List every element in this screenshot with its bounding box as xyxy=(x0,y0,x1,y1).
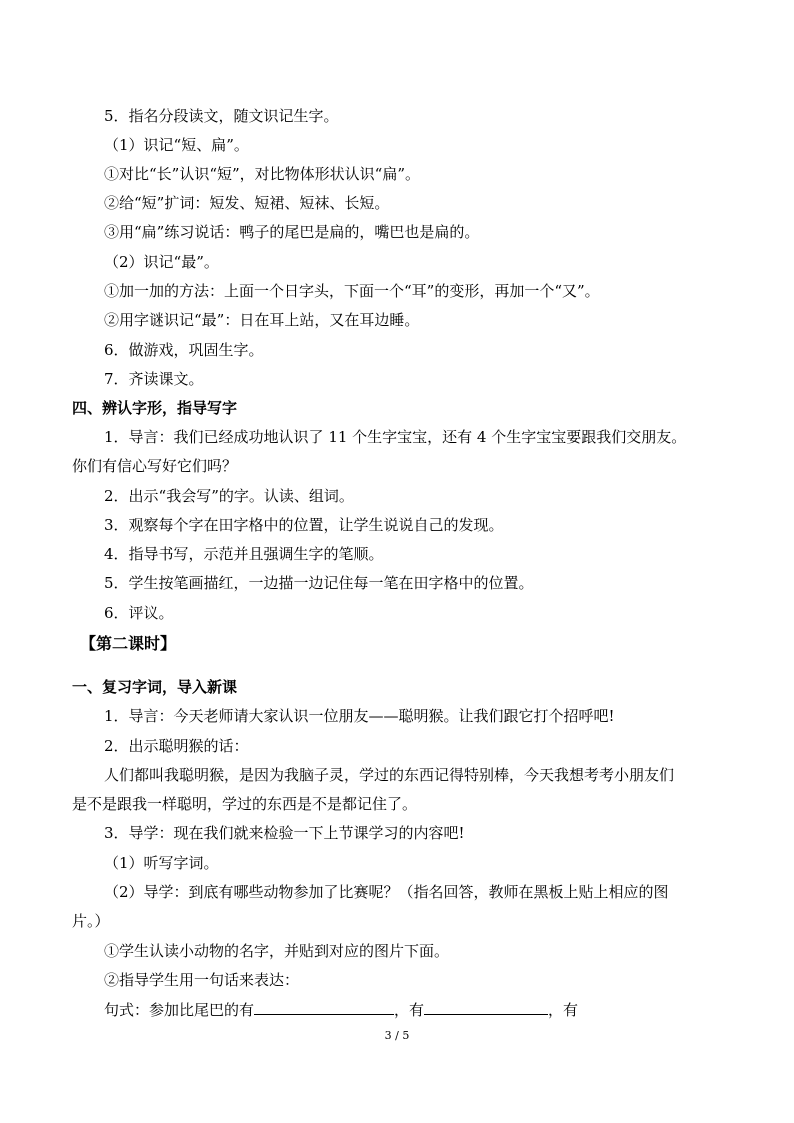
text-line: ②用字谜识记“最”：日在耳上站，又在耳边睡。 xyxy=(104,311,420,329)
fill-blank[interactable] xyxy=(424,999,548,1015)
text-line: 3．观察每个字在田字格中的位置，让学生说说自己的发现。 xyxy=(104,516,504,534)
fill-blank[interactable] xyxy=(254,999,394,1015)
text-line: 2．出示聪明猴的话： xyxy=(104,737,249,755)
pattern-prefix: 句式：参加比尾巴的有 xyxy=(104,1001,255,1019)
text-line: ②给“短”扩词：短发、短裙、短袜、长短。 xyxy=(104,194,390,212)
text-line: 5．指名分段读文，随文识记生字。 xyxy=(104,107,339,125)
lesson-title: 【第二课时】 xyxy=(80,634,177,653)
pattern-separator: ，有 xyxy=(548,1001,579,1019)
text-line: ②指导学生用一句话来表达： xyxy=(104,971,300,989)
page-number: 3 / 5 xyxy=(384,1029,410,1042)
text-line: ③用“扁”练习说话：鸭子的尾巴是扁的，嘴巴也是扁的。 xyxy=(104,223,480,241)
text-line: （2）导学：到底有哪些动物参加了比赛呢？（指名回答，教师在黑板上贴上相应的图 xyxy=(104,883,669,901)
text-line: ①加一加的方法：上面一个日字头，下面一个“耳”的变形，再加一个“又”。 xyxy=(104,282,600,300)
text-line: ①对比“长”认识“短”，对比物体形状认识“扁”。 xyxy=(104,165,421,183)
text-line: （1）识记“短、扁”。 xyxy=(104,136,249,154)
text-line: （1）听写字词。 xyxy=(104,854,219,872)
text-line: 人们都叫我聪明猴，是因为我脑子灵，学过的东西记得特别棒，今天我想考考小朋友们 xyxy=(104,766,675,784)
section-heading: 四、辨认字形，指导写字 xyxy=(72,399,238,417)
text-line: （2）识记“最”。 xyxy=(104,253,219,271)
text-line: ①学生认读小动物的名字，并贴到对应的图片下面。 xyxy=(104,942,450,960)
text-line: 2．出示“我会写”的字。认读、组词。 xyxy=(104,487,354,505)
text-line: 片。） xyxy=(72,912,110,930)
section-heading: 一、复习字词，导入新课 xyxy=(72,678,238,696)
text-line: 6．做游戏，巩固生字。 xyxy=(104,341,264,359)
text-line: 4．指导书写，示范并且强调生字的笔顺。 xyxy=(104,545,384,563)
text-line: 你们有信心写好它们吗？ xyxy=(72,457,238,475)
text-line: 5．学生按笔画描红，一边描一边记住每一笔在田字格中的位置。 xyxy=(104,574,534,592)
text-line: 3．导学：现在我们就来检验一下上节课学习的内容吧! xyxy=(104,824,465,842)
text-line: 是不是跟我一样聪明，学过的东西是不是都记住了。 xyxy=(72,795,418,813)
text-line: 1．导言：今天老师请大家认识一位朋友——聪明猴。让我们跟它打个招呼吧! xyxy=(104,707,615,725)
text-line: 7．齐读课文。 xyxy=(104,370,204,388)
text-line: 6．评议。 xyxy=(104,604,174,622)
text-line: 1．导言：我们已经成功地认识了 11 个生字宝宝，还有 4 个生字宝宝要跟我们交朋友。 xyxy=(104,428,687,446)
sentence-pattern-line xyxy=(104,999,578,1020)
pattern-separator: ，有 xyxy=(394,1001,425,1019)
